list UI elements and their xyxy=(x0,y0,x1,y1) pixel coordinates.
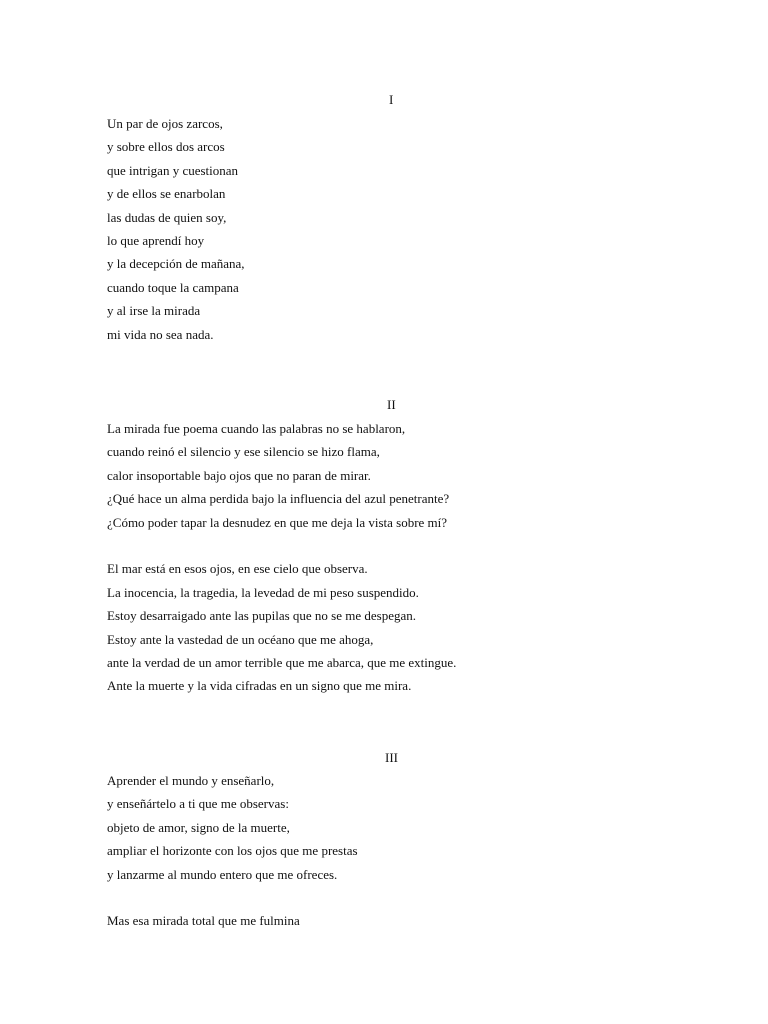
section-numeral-3: III xyxy=(385,750,398,765)
poem-line: ¿Cómo poder tapar la desnudez en que me deja la vista sobre mí? xyxy=(107,514,448,530)
poem-line: y la decepción de mañana, xyxy=(107,256,245,272)
poem-line: Un par de ojos zarcos, xyxy=(107,116,223,131)
poem-line: Mas esa mirada total que me fulmina xyxy=(107,913,300,929)
poem-line: ampliar el horizonte con los ojos que me prestas xyxy=(107,843,358,859)
poem-line: Aprender el mundo y enseñarlo, xyxy=(107,773,275,788)
poem-section-3 xyxy=(107,769,667,933)
poem-line: y al irse la mirada xyxy=(107,303,201,319)
poem-line: las dudas de quien soy, xyxy=(107,209,227,225)
poem-line: y sobre ellos dos arcos xyxy=(107,139,225,155)
poem-line: y enseñártelo a ti que me observas: xyxy=(107,796,289,812)
poem-line: La mirada fue poema cuando las palabras no se hablaron, xyxy=(107,421,406,436)
poem-line: que intrigan y cuestionan xyxy=(107,162,239,178)
poem-line: y lanzarme al mundo entero que me ofreces. xyxy=(107,866,338,882)
stanza-break xyxy=(107,534,667,557)
poem-line: El mar está en esos ojos, en ese cielo que observa. xyxy=(107,561,368,577)
poem-line: Ante la muerte y la vida cifradas en un signo que me mira. xyxy=(107,678,412,694)
poem-line: cuando toque la campana xyxy=(107,279,239,295)
poem-line: cuando reinó el silencio y ese silencio se hizo flama, xyxy=(107,444,380,460)
poem-line: ante la verdad de un amor terrible que me abarca, que me extingue. xyxy=(107,654,457,670)
section-numeral-1: I xyxy=(389,92,394,107)
section-numeral-2: II xyxy=(387,397,396,412)
poem-line: lo que aprendí hoy xyxy=(107,232,205,248)
poem-line: objeto de amor, signo de la muerte, xyxy=(107,819,290,835)
poem-line: La inocencia, la tragedia, la levedad de mi peso suspendido. xyxy=(107,584,419,600)
stanza-break xyxy=(107,886,667,909)
poem-line: mi vida no sea nada. xyxy=(107,326,214,342)
poem-line: calor insoportable bajo ojos que no paran de mirar. xyxy=(107,467,371,483)
poem-line: y de ellos se enarbolan xyxy=(107,186,226,202)
poem-section-1 xyxy=(107,112,667,346)
poem-line: Estoy ante la vastedad de un océano que me ahoga, xyxy=(107,631,374,647)
poem-line: Estoy desarraigado ante las pupilas que no se me despegan. xyxy=(107,608,417,624)
poem-line: ¿Qué hace un alma perdida bajo la influencia del azul penetrante? xyxy=(107,491,450,507)
poem-section-2 xyxy=(107,417,667,698)
